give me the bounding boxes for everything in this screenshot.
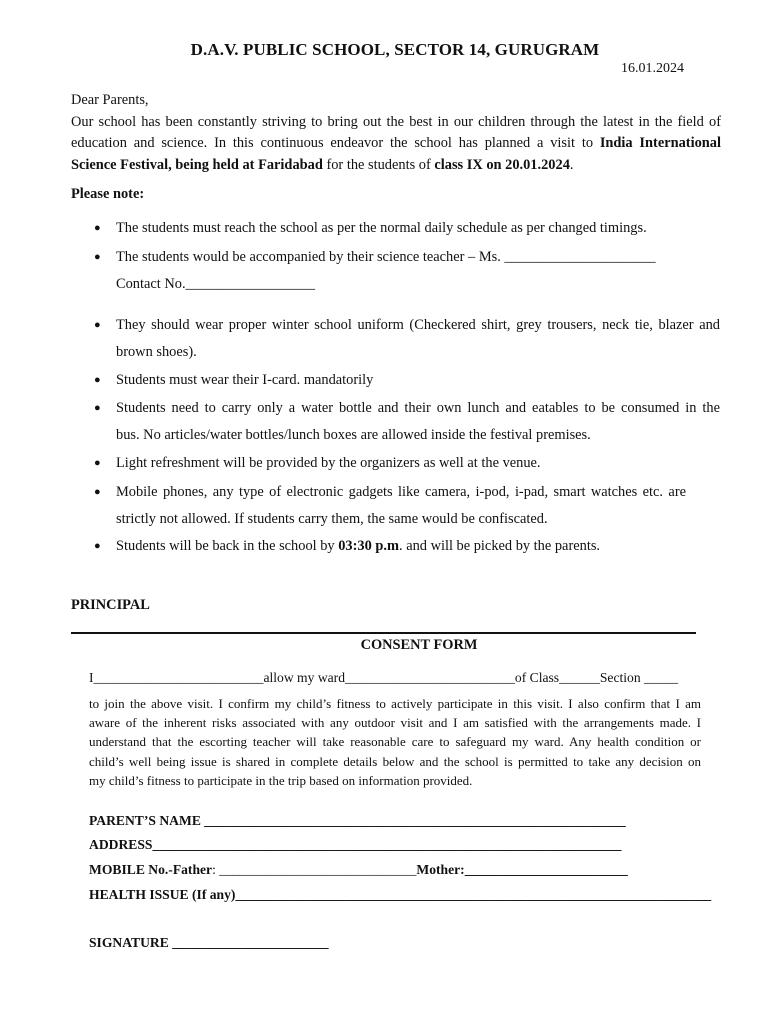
bullet-text [116,395,720,449]
contact-line: Contact No.__________________ [116,276,316,292]
carry-line-2: bus. No articles/water bottles/lunch boxes are allowed inside the festival premises. [116,427,591,443]
festival-name-part2: Science Festival, being held at Faridabad [71,156,323,173]
uniform-line-2: brown shoes). [116,344,197,360]
bullet-text: The students must reach the school as per the normal daily schedule as per changed timings. [116,220,647,236]
intro-line-3 [71,155,721,177]
bullet-text [116,479,720,533]
bullet-dot: ● [94,540,101,552]
consent-fill-line[interactable]: I_________________________allow my ward_________________________of Class______Section _____ [89,670,679,685]
return-text-end: . and will be picked by the parents. [399,538,601,554]
intro-line-2 [71,133,721,155]
class-and-date: class IX on 20.01.2024 [434,156,570,173]
bullet-text [116,244,720,298]
mobile-colon: : [212,862,220,877]
bullet-dot: ● [94,374,101,386]
carry-line-1: Students need to carry only a water bottle and their own lunch and eatables to be consumed in the [116,400,720,416]
mobile-mother-line[interactable]: ________________________ [464,862,628,877]
letter-intro [71,90,721,176]
principal-signoff: PRINCIPAL [71,597,150,613]
intro-line-1: Our school has been constantly striving to bring out the best in our children through the latest in the field of [71,113,721,130]
return-time: 03:30 p.m [338,538,399,554]
mobile-father-label: MOBILE No.-Father [89,862,213,877]
school-title: D.A.V. PUBLIC SCHOOL, SECTOR 14, GURUGRAM [190,40,600,59]
signature-line[interactable]: _______________________ [172,935,329,950]
intro-line-3-text: for the students of [322,156,435,173]
bullet-dot: ● [94,486,101,498]
parent-name-label: PARENT’S NAME [89,813,205,828]
consent-paragraph [89,694,701,790]
bullet-text [116,533,720,560]
address-field[interactable] [89,837,621,853]
bullet-dot: ● [94,402,101,414]
signature-label: SIGNATURE [89,935,173,950]
bullet-text: Light refreshment will be provided by the organizers as well at the venue. [116,455,541,471]
teacher-line: The students would be accompanied by their science teacher – Ms. _____________________ [116,249,656,265]
mobile-line-2: strictly not allowed. If students carry them, the same would be confiscated. [116,511,548,527]
please-note-heading: Please note: [71,186,145,202]
bullet-dot: ● [94,457,101,469]
bullet-dot: ● [94,319,101,331]
uniform-line-1: They should wear proper winter school uniform (Checkered shirt, grey trousers, neck tie, blazer and [116,317,720,333]
return-text: Students will be back in the school by [116,538,339,554]
health-issue-line[interactable]: ______________________________________________________________________ [235,887,712,902]
address-line[interactable]: _____________________________________________________________________ [152,837,622,852]
consent-line-4: child’s well being issue is shared in complete details below and the school is permitted to take any decision on [89,753,701,769]
health-issue-field[interactable] [89,887,711,903]
section-divider [71,632,696,634]
bullet-text: Students must wear their I-card. mandatorily [116,372,374,388]
health-issue-label: HEALTH ISSUE (If any) [89,887,236,902]
festival-name-part1: India International [599,135,721,151]
consent-line-1: to join the above visit. I confirm my child’s fitness to actively participate in this visit. I also confirm that I am [89,696,701,711]
signature-field[interactable] [89,935,329,951]
mobile-father-line[interactable]: _____________________________ [219,862,417,877]
mobile-field[interactable] [89,862,628,878]
mobile-mother-label: Mother: [416,862,465,877]
letter-date: 16.01.2024 [621,61,684,76]
consent-form-title: CONSENT FORM [360,637,478,653]
parent-name-field[interactable] [89,813,626,829]
parent-name-line[interactable]: ______________________________________________________________ [204,813,626,828]
mobile-line-1: Mobile phones, any type of electronic gadgets like camera, i-pod, i-pad, smart watches etc. are [116,484,686,500]
bullet-dot: ● [94,222,101,234]
address-label: ADDRESS [89,837,153,852]
bullet-dot: ● [94,251,101,263]
salutation: Dear Parents, [71,92,149,108]
consent-line-3: understand that the escorting teacher will take reasonable care to safeguard my ward. Any health condition or [89,734,701,750]
intro-line-2-text: education and science. In this continuous endeavor the school has planned a visit to [71,135,600,151]
consent-line-5: my child’s fitness to participate in the trip based on information provided. [89,772,473,788]
bullet-text [116,312,720,366]
intro-period: . [569,156,574,173]
consent-line-2: aware of the inherent risks associated with any outdoor visit and I am satisfied with the arrangements made. I [89,715,701,731]
